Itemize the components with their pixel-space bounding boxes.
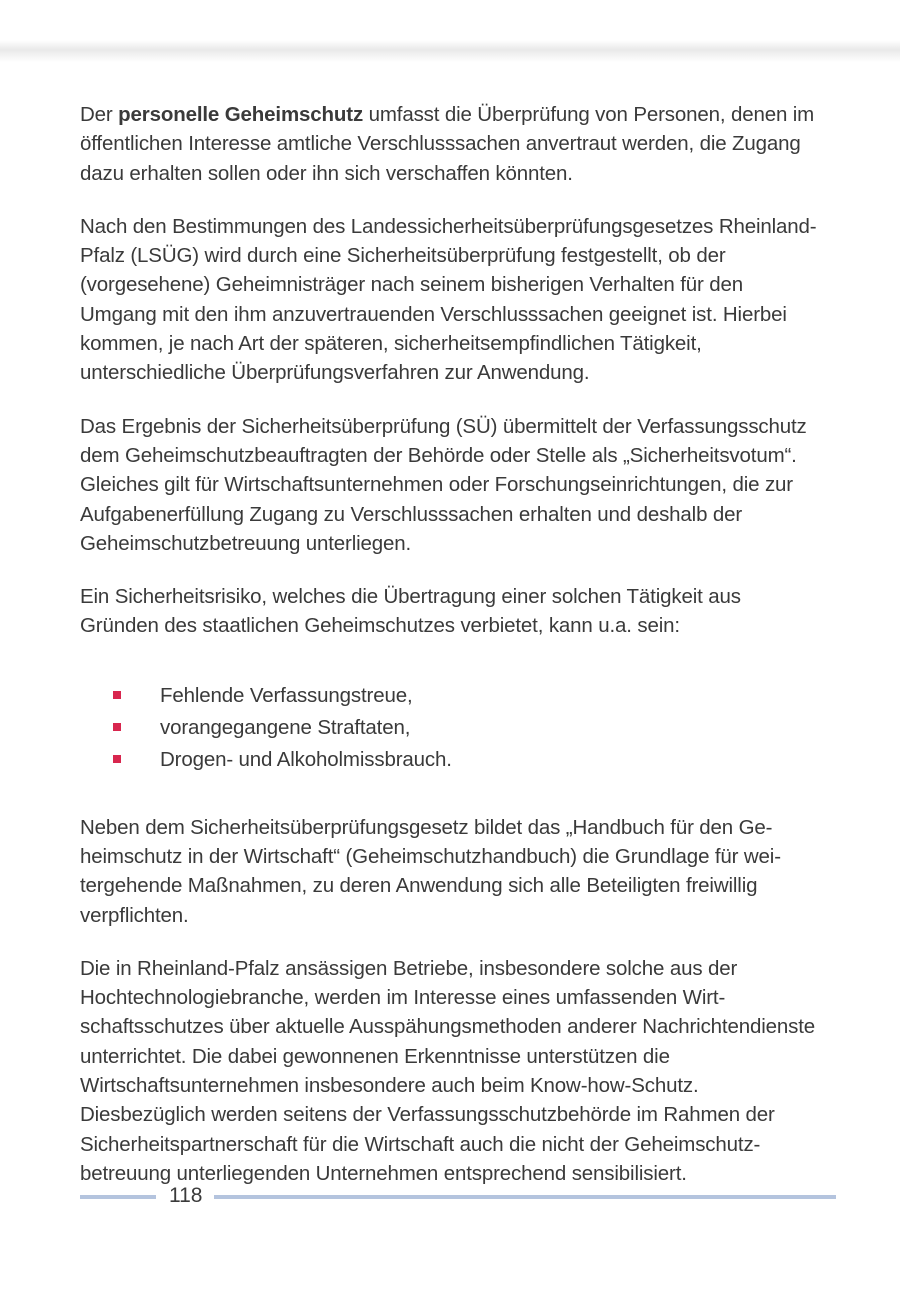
page-number: 118 [169, 1184, 203, 1207]
square-bullet-icon [113, 691, 121, 699]
square-bullet-icon [113, 723, 121, 731]
list-item [80, 745, 825, 774]
paragraph-sicherheitsrisiko: Ein Sicherheitsrisiko, welches die Übertragung einer solchen Tätigkeit aus Gründen des staatlichen Geheimschutzes verbietet, kann u.a. sein: [80, 585, 741, 638]
paragraph-geheimschutzhandbuch: Neben dem Sicherheitsüberprüfungsgesetz bildet das „Handbuch für den Geheimschutz in der Wirtschaft“ (Geheimschutzhandbuch) die Grundlage für weitergehende Maßnahmen, zu deren Anwendung sich alle Beteiligten freiwillig verpflichten. [80, 815, 782, 927]
list-item-text: Drogen- und Alkoholmissbrauch. [160, 748, 452, 772]
page-footer [80, 1182, 836, 1212]
list-item [80, 681, 825, 710]
page-top-shadow [0, 40, 900, 62]
document-body [80, 100, 825, 1212]
square-bullet-icon [113, 755, 121, 763]
footer-rule-right [214, 1195, 836, 1199]
list-item [80, 713, 825, 742]
paragraph-personeller-geheimschutz [80, 100, 825, 188]
list-item-text: vorangegangene Straftaten, [160, 716, 411, 740]
list-item-text: Fehlende Verfassungstreue, [160, 683, 413, 707]
footer-rule-left [80, 1195, 156, 1199]
paragraph-lead-text: Der [80, 103, 119, 126]
paragraph-text: umfasst die Überprüfung von Personen, denen im öffentlichen Interesse amtliche Verschlusssachen anvertraut werden, die Zugang dazu erhalten sollen oder ihn sich verschaffen könnten. [80, 103, 815, 185]
paragraph-lsueg: Nach den Bestimmungen des Landessicherheitsüberprüfungsgesetzes Rheinland-Pfalz (LSÜG) wird durch eine Sicherheitsüberprüfung festgestellt, ob der (vorgesehene) Geheimnisträger nach seinem bisherigen Verhalten für den Umgang mit den ihm anzuvertrauenden Verschlusssachen geeignet ist. Hierbei kommen, je nach Art der späteren, sicherheitsempfindlichen Tätigkeit, unterschiedliche Überprüfungsverfahren zur Anwendung. [80, 214, 817, 385]
risk-list [80, 681, 825, 775]
paragraph-sicherheitsvotum: Das Ergebnis der Sicherheitsüberprüfung (SÜ) übermittelt der Verfassungsschutz dem Geheimschutzbeauftragten der Behörde oder Stelle als „Sicherheitsvotum“. Gleiches gilt für Wirtschaftsunternehmen oder Forschungseinrichtungen, die zur Aufgabenerfüllung Zugang zu Verschlusssachen erhalten und deshalb der Geheimschutzbetreuung unterliegen. [80, 414, 807, 555]
paragraph-lead-bold: personelle Geheimschutz [118, 103, 364, 126]
paragraph-wirtschaftsschutz: Die in Rheinland-Pfalz ansässigen Betriebe, insbesondere solche aus der Hochtechnologiebranche, werden im Interesse eines umfassenden Wirtschaftsschutzes über aktuelle Ausspähungsmethoden anderer Nachrichtendienste unterrichtet. Die dabei gewonnenen Erkenntnisse unterstützen die Wirtschaftsunternehmen insbesondere auch beim Know-how-Schutz. Diesbezüglich werden seitens der Verfassungsschutzbehörde im Rahmen der Sicherheitspartnerschaft für die Wirtschaft auch die nicht der Geheimschutzbetreuung unterliegenden Unternehmen entsprechend sensibilisiert. [80, 956, 816, 1185]
